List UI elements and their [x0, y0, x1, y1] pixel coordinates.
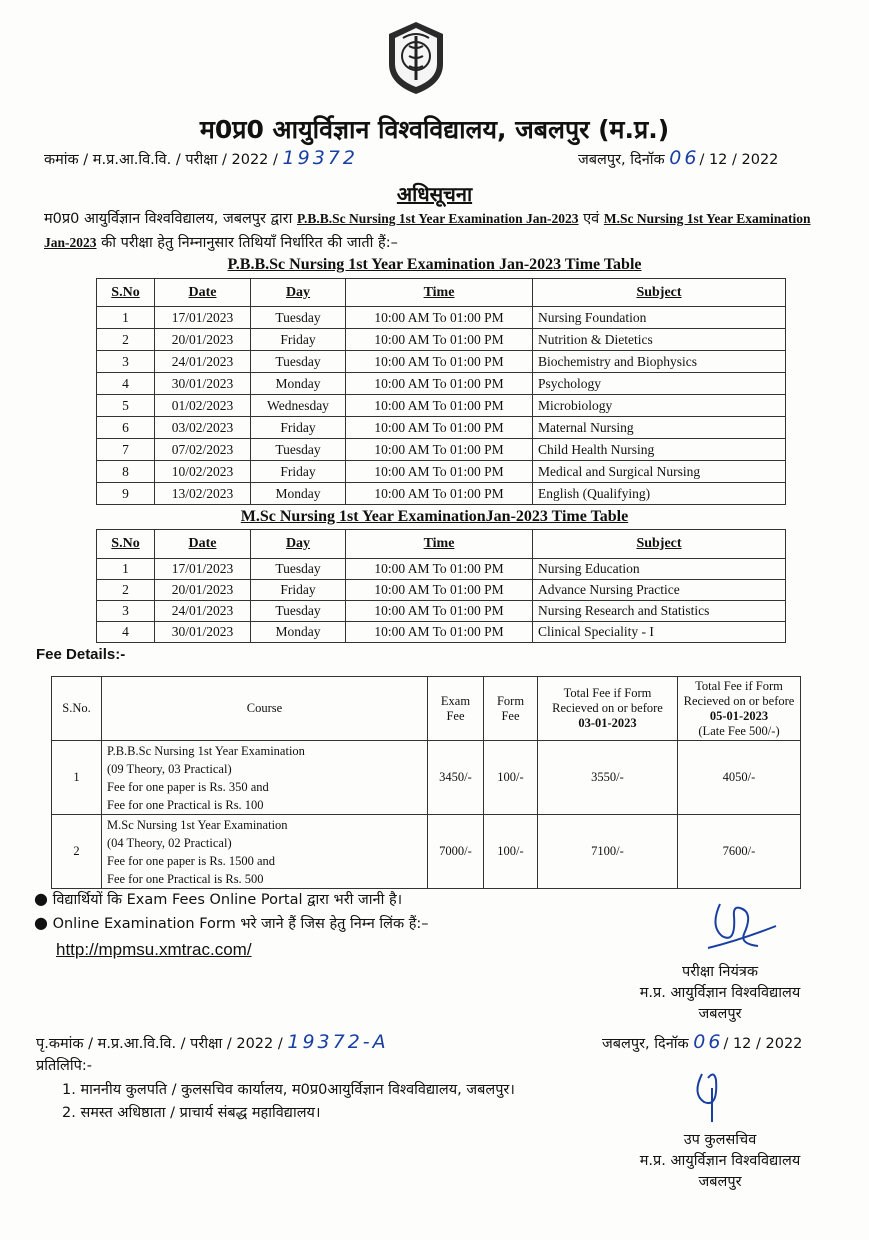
timetable1-cell-subject: English (Qualifying) — [533, 483, 786, 505]
timetable2-header-time: Time — [346, 530, 533, 559]
timetable1-cell-time: 10:00 AM To 01:00 PM — [346, 351, 533, 373]
timetable1-cell-sno: 6 — [97, 417, 155, 439]
deputy-registrar-signature — [688, 1064, 738, 1126]
table-row — [97, 461, 786, 483]
timetable1-cell-subject: Nutrition & Dietetics — [533, 329, 786, 351]
timetable2-cell-time: 10:00 AM To 01:00 PM — [346, 601, 533, 622]
timetable1-table — [96, 278, 786, 505]
note-bullet-2: ● Online Examination Form भरे जाने हैं जिस हेतु निम्न लिंक हैं:– — [34, 913, 429, 932]
controller-signature-block: परीक्षा नियंत्रक म.प्र. आयुर्विज्ञान विश्वविद्यालय जबलपुर — [639, 964, 801, 1022]
timetable1-cell-date: 01/02/2023 — [155, 395, 251, 417]
timetable2-cell-subject: Advance Nursing Practice — [533, 580, 786, 601]
timetable1-cell-subject: Maternal Nursing — [533, 417, 786, 439]
timetable1-cell-sno: 1 — [97, 307, 155, 329]
copy-item-2: 2. समस्त अधिष्ठाता / प्राचार्य संबद्ध महाविद्यालय। — [62, 1105, 321, 1121]
timetable1-cell-day: Wednesday — [251, 395, 346, 417]
timetable1-cell-date: 30/01/2023 — [155, 373, 251, 395]
table-row — [97, 559, 786, 580]
fee-header-row — [52, 677, 801, 741]
timetable1-cell-subject: Child Health Nursing — [533, 439, 786, 461]
timetable1-cell-day: Friday — [251, 329, 346, 351]
fee-header-exam-fee: Exam Fee — [428, 677, 484, 741]
timetable1-cell-time: 10:00 AM To 01:00 PM — [346, 307, 533, 329]
table-row — [97, 580, 786, 601]
note-bullet-1: ● विद्यार्थियों कि Exam Fees Online Portal द्वारा भरी जानी है। — [34, 889, 403, 908]
timetable1-cell-subject: Biochemistry and Biophysics — [533, 351, 786, 373]
timetable2-table — [96, 529, 786, 643]
timetable1-cell-day: Friday — [251, 461, 346, 483]
timetable2-cell-time: 10:00 AM To 01:00 PM — [346, 622, 533, 643]
timetable1-caption: P.B.B.Sc Nursing 1st Year Examination Jan-2023 Time Table — [227, 256, 642, 273]
timetable2-cell-date: 30/01/2023 — [155, 622, 251, 643]
copy-to-label: प्रतिलिपि:- — [36, 1058, 92, 1074]
fee-course-cell: M.Sc Nursing 1st Year Examination (04 Theory, 02 Practical) Fee for one paper is Rs. 1500 and Fee for one Practical is Rs. 500 — [102, 815, 428, 889]
online-portal-link[interactable]: http://mpmsu.xmtrac.com/ — [56, 940, 252, 959]
timetable1-cell-time: 10:00 AM To 01:00 PM — [346, 373, 533, 395]
fee-header-course: Course — [102, 677, 428, 741]
timetable1-cell-date: 17/01/2023 — [155, 307, 251, 329]
timetable1-cell-sno: 8 — [97, 461, 155, 483]
timetable2-cell-sno: 4 — [97, 622, 155, 643]
fee-course-cell: P.B.B.Sc Nursing 1st Year Examination (09 Theory, 03 Practical) Fee for one paper is Rs. 350 and Fee for one Practical is Rs. 100 — [102, 741, 428, 815]
timetable2-header-day: Day — [251, 530, 346, 559]
table-row — [97, 622, 786, 643]
timetable1-cell-sno: 5 — [97, 395, 155, 417]
handwritten-endorsement-number: 19372-A — [287, 1031, 389, 1053]
timetable1-header-sno: S.No — [97, 279, 155, 307]
fee-header-total1: Total Fee if Form Recieved on or before 03-01-2023 — [538, 677, 678, 741]
endorsement-date: जबलपुर, दिनॉक 06/ 12 / 2022 — [602, 1031, 803, 1053]
timetable1-cell-time: 10:00 AM To 01:00 PM — [346, 461, 533, 483]
timetable2-cell-time: 10:00 AM To 01:00 PM — [346, 580, 533, 601]
timetable1-header-day: Day — [251, 279, 346, 307]
timetable1-header-date: Date — [155, 279, 251, 307]
timetable1-cell-date: 03/02/2023 — [155, 417, 251, 439]
table-row — [97, 351, 786, 373]
notice-heading: अधिसूचना — [396, 182, 473, 206]
table-row — [97, 439, 786, 461]
reference-number: कमांक / म.प्र.आ.वि.वि. / परीक्षा / 2022 / 19372 — [44, 147, 358, 169]
timetable2-cell-day: Tuesday — [251, 601, 346, 622]
timetable1-cell-date: 07/02/2023 — [155, 439, 251, 461]
timetable2-cell-subject: Clinical Speciality - I — [533, 622, 786, 643]
table-row — [97, 329, 786, 351]
timetable1-cell-day: Monday — [251, 373, 346, 395]
timetable2-cell-date: 20/01/2023 — [155, 580, 251, 601]
controller-signature — [700, 896, 780, 954]
timetable1-cell-time: 10:00 AM To 01:00 PM — [346, 417, 533, 439]
fee-header-form-fee: Form Fee — [484, 677, 538, 741]
timetable2-header-subject: Subject — [533, 530, 786, 559]
timetable2-caption: M.Sc Nursing 1st Year ExaminationJan-2023 Time Table — [240, 508, 629, 525]
timetable2-cell-subject: Nursing Education — [533, 559, 786, 580]
timetable1-cell-date: 13/02/2023 — [155, 483, 251, 505]
table-row — [97, 373, 786, 395]
fee-details-table — [51, 676, 801, 889]
timetable1-cell-subject: Medical and Surgical Nursing — [533, 461, 786, 483]
timetable1-cell-sno: 3 — [97, 351, 155, 373]
timetable1-cell-sno: 2 — [97, 329, 155, 351]
timetable2-cell-date: 24/01/2023 — [155, 601, 251, 622]
timetable1-cell-date: 24/01/2023 — [155, 351, 251, 373]
handwritten-ref-number: 19372 — [282, 147, 358, 169]
timetable1-cell-time: 10:00 AM To 01:00 PM — [346, 439, 533, 461]
timetable1-cell-date: 10/02/2023 — [155, 461, 251, 483]
timetable2-cell-sno: 1 — [97, 559, 155, 580]
fee-header-sno: S.No. — [52, 677, 102, 741]
timetable1-cell-sno: 9 — [97, 483, 155, 505]
timetable1-cell-day: Tuesday — [251, 439, 346, 461]
university-seal-logo — [385, 20, 447, 96]
timetable2-cell-day: Monday — [251, 622, 346, 643]
timetable1-cell-subject: Psychology — [533, 373, 786, 395]
timetable1-cell-time: 10:00 AM To 01:00 PM — [346, 483, 533, 505]
table-row — [97, 307, 786, 329]
timetable1-cell-day: Tuesday — [251, 307, 346, 329]
issue-date: जबलपुर, दिनॉक 06/ 12 / 2022 — [578, 147, 779, 169]
timetable2-header-sno: S.No — [97, 530, 155, 559]
table-row — [97, 395, 786, 417]
timetable1-header-time: Time — [346, 279, 533, 307]
timetable2-cell-sno: 3 — [97, 601, 155, 622]
fee-row: 1 P.B.B.Sc Nursing 1st Year Examination (09 Theory, 03 Practical) Fee for one paper is Rs. 350 and Fee for one Practical is Rs. 100 3450/- 100/- 3550/- 4050/- — [52, 741, 801, 815]
timetable1-cell-day: Friday — [251, 417, 346, 439]
timetable1-cell-subject: Microbiology — [533, 395, 786, 417]
timetable2-cell-day: Tuesday — [251, 559, 346, 580]
table-row — [97, 483, 786, 505]
timetable2-cell-subject: Nursing Research and Statistics — [533, 601, 786, 622]
timetable2-cell-day: Friday — [251, 580, 346, 601]
notice-intro: म0प्र0 आयुर्विज्ञान विश्वविद्यालय, जबलपुर द्वारा P.B.B.Sc Nursing 1st Year Examination Jan-2023 एवं M.Sc Nursing 1st Year Examination Jan-2023 की परीक्षा हेतु निम्नानुसार तिथियॉं निर्धारित की जाती हैं:– — [44, 211, 811, 251]
timetable1-cell-subject: Nursing Foundation — [533, 307, 786, 329]
timetable1-cell-day: Monday — [251, 483, 346, 505]
timetable1-cell-sno: 4 — [97, 373, 155, 395]
timetable1-cell-day: Tuesday — [251, 351, 346, 373]
university-title: म0प्र0 आयुर्विज्ञान विश्वविद्यालय, जबलपुर (म.प्र.) — [199, 115, 670, 144]
timetable2-cell-sno: 2 — [97, 580, 155, 601]
fee-header-total2: Total Fee if Form Recieved on or before 05-01-2023 (Late Fee 500/-) — [678, 677, 801, 741]
fee-details-label: Fee Details:- — [36, 646, 126, 663]
copy-item-1: 1. माननीय कुलपति / कुलसचिव कार्यालय, म0प्र0आयुर्विज्ञान विश्वविद्यालय, जबलपुर। — [62, 1082, 515, 1098]
timetable1-cell-time: 10:00 AM To 01:00 PM — [346, 395, 533, 417]
timetable2-cell-date: 17/01/2023 — [155, 559, 251, 580]
fee-row: 2 M.Sc Nursing 1st Year Examination (04 Theory, 02 Practical) Fee for one paper is Rs. 1500 and Fee for one Practical is Rs. 500 7000/- 100/- 7100/- 7600/- — [52, 815, 801, 889]
timetable2-cell-time: 10:00 AM To 01:00 PM — [346, 559, 533, 580]
timetable1-cell-sno: 7 — [97, 439, 155, 461]
table-row — [97, 601, 786, 622]
endorsement-reference: पृ.कमांक / म.प्र.आ.वि.वि. / परीक्षा / 2022 / 19372-A — [36, 1031, 389, 1053]
table-row — [97, 417, 786, 439]
timetable2-header-date: Date — [155, 530, 251, 559]
timetable1-header-subject: Subject — [533, 279, 786, 307]
deputy-registrar-block: उप कुलसचिव म.प्र. आयुर्विज्ञान विश्वविद्यालय जबलपुर — [639, 1132, 801, 1190]
timetable1-cell-time: 10:00 AM To 01:00 PM — [346, 329, 533, 351]
timetable1-cell-date: 20/01/2023 — [155, 329, 251, 351]
